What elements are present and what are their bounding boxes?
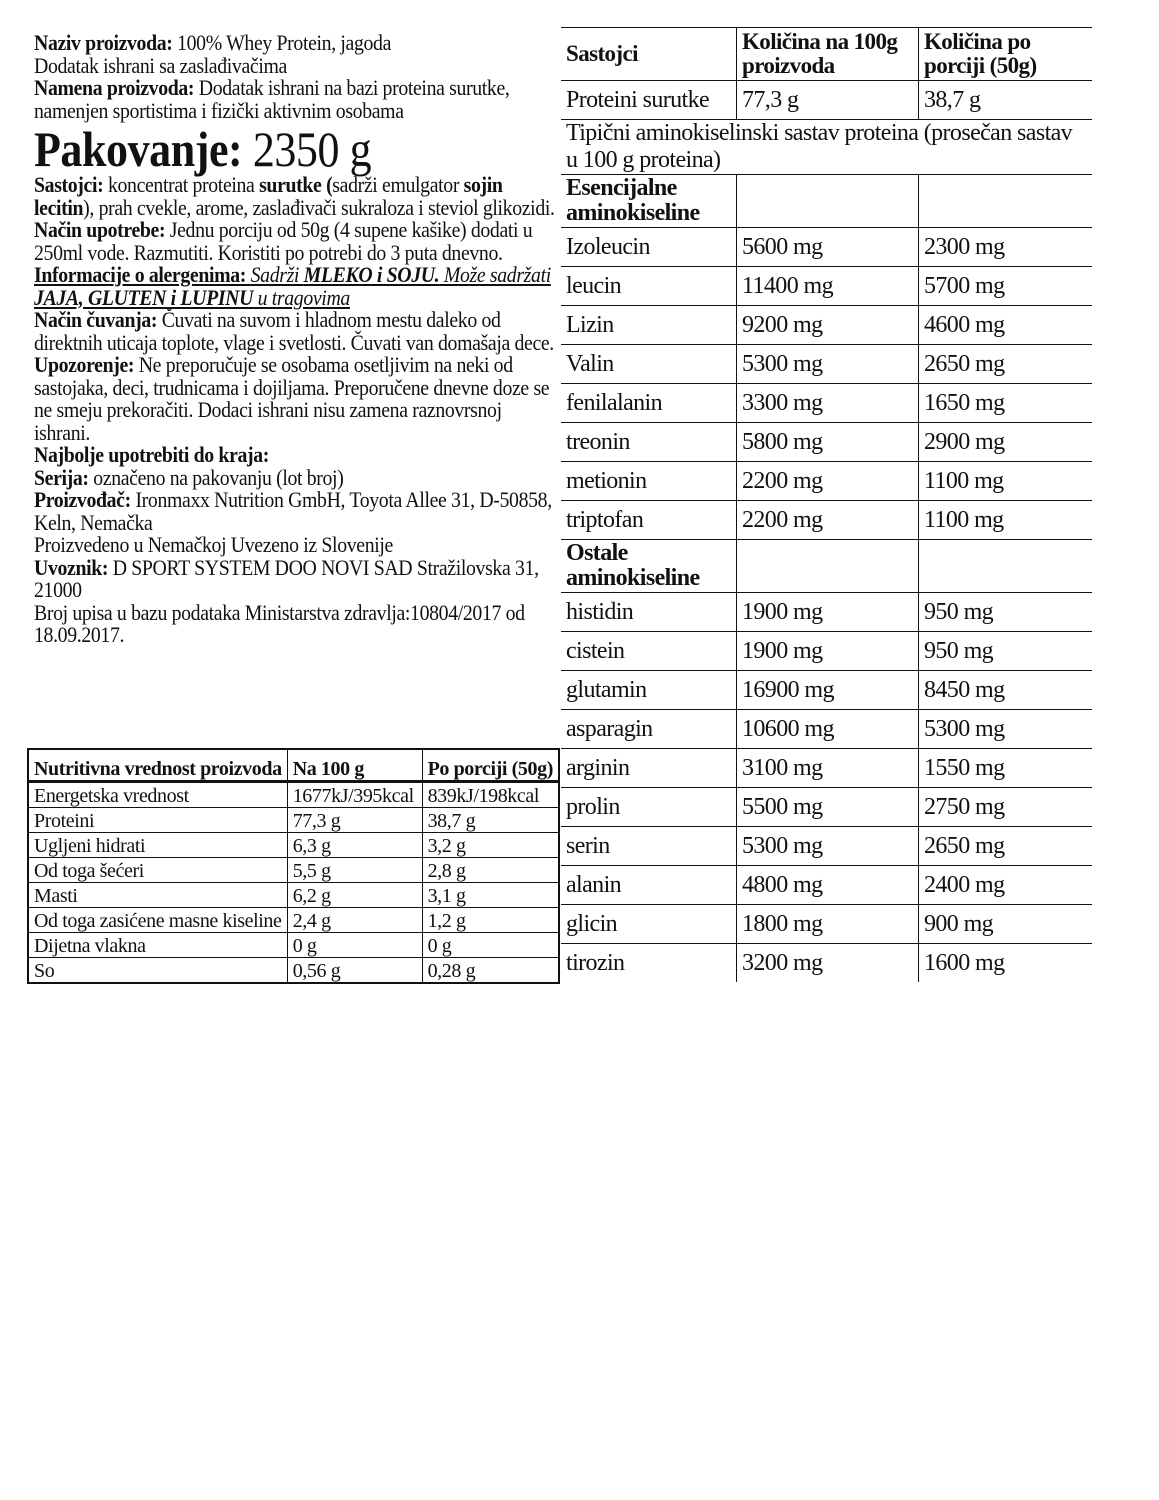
- table-row: [28, 858, 559, 883]
- amino-name: cistein: [561, 632, 737, 671]
- table-row: [561, 501, 1092, 540]
- nutrition-header-cell: Nutritivna vrednost proizvoda: [28, 749, 287, 782]
- amount-per-serving: 2650 mg: [919, 827, 1093, 866]
- amount-per-100g: 77,3 g: [737, 81, 919, 120]
- amino-name: Izoleucin: [561, 228, 737, 267]
- nutrition-header-cell: Na 100 g: [287, 749, 422, 782]
- section-row-essential: [561, 175, 1092, 228]
- table-row: [561, 788, 1092, 827]
- amino-name: triptofan: [561, 501, 737, 540]
- nutrient-per-100g: 0,56 g: [287, 958, 422, 984]
- amino-header-cell: Sastojci: [561, 28, 737, 81]
- amount-per-serving: 950 mg: [919, 632, 1093, 671]
- amount-per-100g: 3300 mg: [737, 384, 919, 423]
- nutrient-name: Od toga šećeri: [28, 858, 287, 883]
- amino-name: Valin: [561, 345, 737, 384]
- amount-per-100g: 11400 mg: [737, 267, 919, 306]
- amount-per-serving: 1650 mg: [919, 384, 1093, 423]
- nutrient-per-serving: 3,2 g: [422, 833, 559, 858]
- amount-per-100g: 2200 mg: [737, 462, 919, 501]
- table-row: [28, 808, 559, 833]
- product-name: Naziv proizvoda: 100% Whey Protein, jagoda: [34, 30, 392, 55]
- nutrition-table: [27, 748, 560, 984]
- table-row: [28, 908, 559, 933]
- nutrient-per-100g: 6,3 g: [287, 833, 422, 858]
- amino-name: glicin: [561, 905, 737, 944]
- amount-per-100g: 16900 mg: [737, 671, 919, 710]
- table-row: [561, 228, 1092, 267]
- nutrient-per-serving: 2,8 g: [422, 858, 559, 883]
- amount-per-100g: 5800 mg: [737, 423, 919, 462]
- nutrient-per-serving: 839kJ/198kcal: [422, 782, 559, 808]
- section-row-other: [561, 540, 1092, 593]
- amount-per-100g: 2200 mg: [737, 501, 919, 540]
- nutrient-name: So: [28, 958, 287, 984]
- amino-name: prolin: [561, 788, 737, 827]
- nutrient-name: Dijetna vlakna: [28, 933, 287, 958]
- table-row: [28, 883, 559, 908]
- amino-header-cell: Količina na 100g proizvoda: [737, 28, 919, 81]
- amount-per-serving: 2300 mg: [919, 228, 1093, 267]
- nutrient-per-serving: 1,2 g: [422, 908, 559, 933]
- table-row: [28, 833, 559, 858]
- ingredient-name: Proteini surutke: [561, 81, 737, 120]
- product-purpose: Namena proizvoda: Dodatak ishrani na bazi proteina surutke, namenjen sportistima i fizički aktivnim osobama: [34, 75, 510, 123]
- nutrient-name: Od toga zasićene masne kiseline: [28, 908, 287, 933]
- amino-name: asparagin: [561, 710, 737, 749]
- amount-per-serving: 1600 mg: [919, 944, 1093, 983]
- table-row: [561, 866, 1092, 905]
- amino-name: alanin: [561, 866, 737, 905]
- amino-name: metionin: [561, 462, 737, 501]
- table-row: [561, 749, 1092, 788]
- nutrient-name: Energetska vrednost: [28, 782, 287, 808]
- supplement-note: Dodatak ishrani sa zaslađivačima: [34, 52, 287, 78]
- table-row: [561, 462, 1092, 501]
- amount-per-serving: 2750 mg: [919, 788, 1093, 827]
- amount-per-serving: 1100 mg: [919, 501, 1093, 540]
- amino-name: treonin: [561, 423, 737, 462]
- amino-name: fenilalanin: [561, 384, 737, 423]
- table-row: [28, 933, 559, 958]
- section-label: Esencijalne aminokiseline: [561, 175, 737, 228]
- table-row: [561, 905, 1092, 944]
- nutrition-header-cell: Po porciji (50g): [422, 749, 559, 782]
- table-row: [561, 671, 1092, 710]
- amino-name: histidin: [561, 593, 737, 632]
- amount-per-100g: 1800 mg: [737, 905, 919, 944]
- table-row: [561, 593, 1092, 632]
- table-row: [561, 944, 1092, 983]
- table-row: [561, 81, 1092, 120]
- amount-per-100g: 5600 mg: [737, 228, 919, 267]
- storage-info: Način čuvanja: Čuvati na suvom i hladnom mestu daleko od direktnih uticaja toplote, vlage i svetlosti. Čuvati van domašaja dece.: [34, 307, 554, 355]
- amount-per-100g: 5300 mg: [737, 345, 919, 384]
- amount-per-serving: 950 mg: [919, 593, 1093, 632]
- amount-per-100g: 4800 mg: [737, 866, 919, 905]
- typical-composition-note: Tipični aminokiselinski sastav proteina (prosečan sastav u 100 g proteina): [561, 120, 1092, 175]
- table-row: [561, 632, 1092, 671]
- nutrient-per-serving: 3,1 g: [422, 883, 559, 908]
- table-row: [561, 345, 1092, 384]
- amount-per-100g: 5500 mg: [737, 788, 919, 827]
- amino-name: leucin: [561, 267, 737, 306]
- nutrient-name: Masti: [28, 883, 287, 908]
- table-row: [561, 827, 1092, 866]
- manufacturer: Proizvođač: Ironmaxx Nutrition GmbH, Toyota Allee 31, D-50858, Keln, Nemačka: [34, 487, 552, 535]
- ingredients: Sastojci: koncentrat proteina surutke (sadrži emulgator sojin lecitin), prah cvekle, arome, zaslađivači sukraloza i steviol glikozidi.: [34, 172, 555, 220]
- amino-name: serin: [561, 827, 737, 866]
- best-before: Najbolje upotrebiti do kraja:: [34, 442, 270, 467]
- batch: Serija: označeno na pakovanju (lot broj): [34, 464, 344, 490]
- amount-per-serving: 900 mg: [919, 905, 1093, 944]
- table-row: [561, 384, 1092, 423]
- amount-per-serving: 2650 mg: [919, 345, 1093, 384]
- table-row: [561, 423, 1092, 462]
- nutrient-per-100g: 77,3 g: [287, 808, 422, 833]
- amount-per-100g: 1900 mg: [737, 632, 919, 671]
- amount-per-serving: 38,7 g: [919, 81, 1093, 120]
- amount-per-100g: 9200 mg: [737, 306, 919, 345]
- amino-header-cell: Količina po porciji (50g): [919, 28, 1093, 81]
- table-row: [561, 267, 1092, 306]
- amount-per-100g: 1900 mg: [737, 593, 919, 632]
- nutrient-per-100g: 5,5 g: [287, 858, 422, 883]
- nutrient-per-100g: 6,2 g: [287, 883, 422, 908]
- nutrient-per-100g: 0 g: [287, 933, 422, 958]
- amino-name: arginin: [561, 749, 737, 788]
- amount-per-serving: 1550 mg: [919, 749, 1093, 788]
- amount-per-serving: 2900 mg: [919, 423, 1093, 462]
- amino-name: glutamin: [561, 671, 737, 710]
- amount-per-serving: 1100 mg: [919, 462, 1093, 501]
- label-text-block: [34, 32, 558, 647]
- nutrient-per-100g: 1677kJ/395kcal: [287, 782, 422, 808]
- amino-name: tirozin: [561, 944, 737, 983]
- warning: Upozorenje: Ne preporučuje se osobama osetljivim na neki od sastojaka, deci, trudnicama i dojiljama. Preporučene dnevne doze se ne smeju prekoračiti. Dodaci ishrani nisu zamena raznovrsnoj ishrani.: [34, 352, 550, 445]
- amount-per-serving: 2400 mg: [919, 866, 1093, 905]
- registration-number: Broj upisa u bazu podataka Ministarstva zdravlja:10804/2017 od 18.09.2017.: [34, 599, 525, 647]
- nutrition-header-row: [28, 749, 559, 782]
- table-row: [28, 782, 559, 808]
- package-size: Pakovanje: 2350 g: [34, 121, 372, 177]
- usage-instructions: Način upotrebe: Jednu porciju od 50g (4 supene kašike) dodati u 250ml vode. Razmutiti. Koristiti po potrebi do 3 puta dnevno.: [34, 217, 533, 265]
- nutrient-name: Ugljeni hidrati: [28, 833, 287, 858]
- amount-per-100g: 5300 mg: [737, 827, 919, 866]
- amino-acid-table: [561, 27, 1092, 982]
- amount-per-serving: 4600 mg: [919, 306, 1093, 345]
- importer: Uvoznik: D SPORT SYSTEM DOO NOVI SAD Stražilovska 31, 21000: [34, 554, 539, 602]
- table-row: [28, 958, 559, 984]
- amount-per-serving: 8450 mg: [919, 671, 1093, 710]
- table-row: [561, 306, 1092, 345]
- nutrient-per-serving: 0 g: [422, 933, 559, 958]
- amount-per-serving: 5700 mg: [919, 267, 1093, 306]
- amount-per-serving: 5300 mg: [919, 710, 1093, 749]
- nutrient-name: Proteini: [28, 808, 287, 833]
- nutrient-per-100g: 2,4 g: [287, 908, 422, 933]
- amino-header-row: [561, 28, 1092, 81]
- section-label: Ostale aminokiseline: [561, 540, 737, 593]
- table-row: [561, 710, 1092, 749]
- typical-composition-row: [561, 120, 1092, 175]
- amino-name: Lizin: [561, 306, 737, 345]
- allergen-info: Informacije o alergenima: Sadrži MLEKO i SOJU. Može sadržati JAJA, GLUTEN i LUPINU u tragovima: [34, 262, 551, 310]
- amount-per-100g: 10600 mg: [737, 710, 919, 749]
- amount-per-100g: 3200 mg: [737, 944, 919, 983]
- amount-per-100g: 3100 mg: [737, 749, 919, 788]
- nutrient-per-serving: 0,28 g: [422, 958, 559, 984]
- origin: Proizvedeno u Nemačkoj Uvezeno iz Slovenije: [34, 532, 393, 557]
- nutrient-per-serving: 38,7 g: [422, 808, 559, 833]
